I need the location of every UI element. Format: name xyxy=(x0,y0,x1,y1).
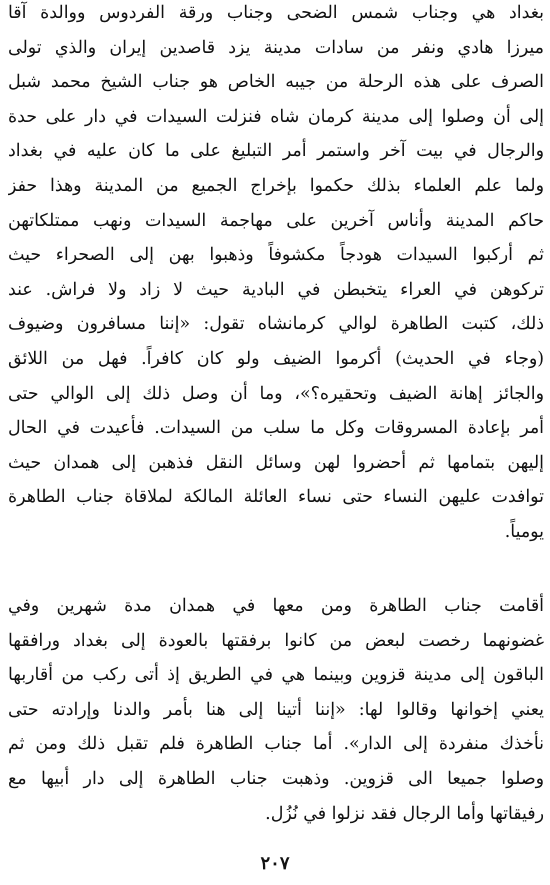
text-line: توافدت عليهن النساء حتى نساء العائلة المالكة لملاقاة جناب الطاهرة xyxy=(8,487,544,508)
text-line: وصلوا جميعا الى قزوين. وذهبت جناب الطاهرة إلى دار أبيها مع xyxy=(8,768,544,789)
book-page xyxy=(8,0,544,885)
text-line: والجائز إهانة الضيف وتحقيره؟»، وما أن وصل ذلك إلى الوالي حتى xyxy=(8,383,544,404)
page-number: ٢٠٧ xyxy=(260,853,290,874)
text-line: الصرف على هذه الرحلة من جيبه الخاص هو جناب الشيخ محمد شبل xyxy=(8,72,544,93)
text-line: ميرزا هادي ونفر من سادات مدينة يزد قاصدين إيران والذي تولى xyxy=(8,37,544,58)
text-line: تركوهن في العراء يتخبطن في البادية حيث لا زاد ولا فراش. عند xyxy=(8,279,544,300)
text-line: يومياً. xyxy=(504,521,544,542)
text-line: إليهن بتمامها ثم أحضروا لهن وسائل النقل فذهبن إلى همدان حيث xyxy=(8,452,544,473)
text-line: بغداد هي وجناب شمس الضحى وجناب ورقة الفردوس ووالدة آقا xyxy=(8,3,544,23)
paragraph-2 xyxy=(8,589,544,831)
text-line: ولما علم العلماء بذلك حكموا بإخراج الجميع من المدينة وهذا حفز xyxy=(8,175,544,196)
text-line: (وجاء في الحديث) أكرموا الضيف ولو كان كافراً. فهل من اللائق xyxy=(8,348,544,369)
text-line: أقامت جناب الطاهرة ومن معها في همدان مدة شهرين وفي xyxy=(8,596,544,616)
text-line: الباقون إلى مدينة قزوين وبينما هي في الطريق إذ أتى ركب من أقاربها xyxy=(8,665,544,686)
text-line: نأخذك منفردة إلى الدار». أما جناب الطاهرة فلم تقبل ذلك ومن ثم xyxy=(8,734,544,755)
text-line: حاكم المدينة وأناس آخرين على مهاجمة السيدات ونهب ممتلكاتهن xyxy=(8,210,544,231)
text-line: إلى أن وصلوا إلى مدينة كرمان شاه فنزلت السيدات في دار على حدة xyxy=(8,106,544,127)
text-line: أمر بإعادة المسروقات وكل ما سلب من السيدات. فأعيدت في الحال xyxy=(8,418,544,439)
paragraph-1 xyxy=(8,0,544,550)
text-line: والرجال في بيت آخر واستمر أمر التبليغ على ما كان عليه في بغداد xyxy=(8,141,544,162)
text-line: ثم أركبوا السيدات هودجاً مكشوفاً وذهبوا بهن إلى الصحراء حيث xyxy=(8,245,544,266)
text-line: ذلك، كتبت الطاهرة لوالي كرمانشاه تقول: «إننا مسافرون وضيوف xyxy=(8,314,544,335)
text-line: غضونهما رخصت لبعض من كانوا برفقتها بالعودة إلى بغداد ورافقها xyxy=(8,630,544,651)
text-line: يعني إخوانها وقالوا لها: «إننا أتينا إلى هنا بأمر والدنا وإرادته حتى xyxy=(8,699,544,720)
text-line: رفيقاتها وأما الرجال فقد نزلوا في نُزُل. xyxy=(265,803,544,824)
